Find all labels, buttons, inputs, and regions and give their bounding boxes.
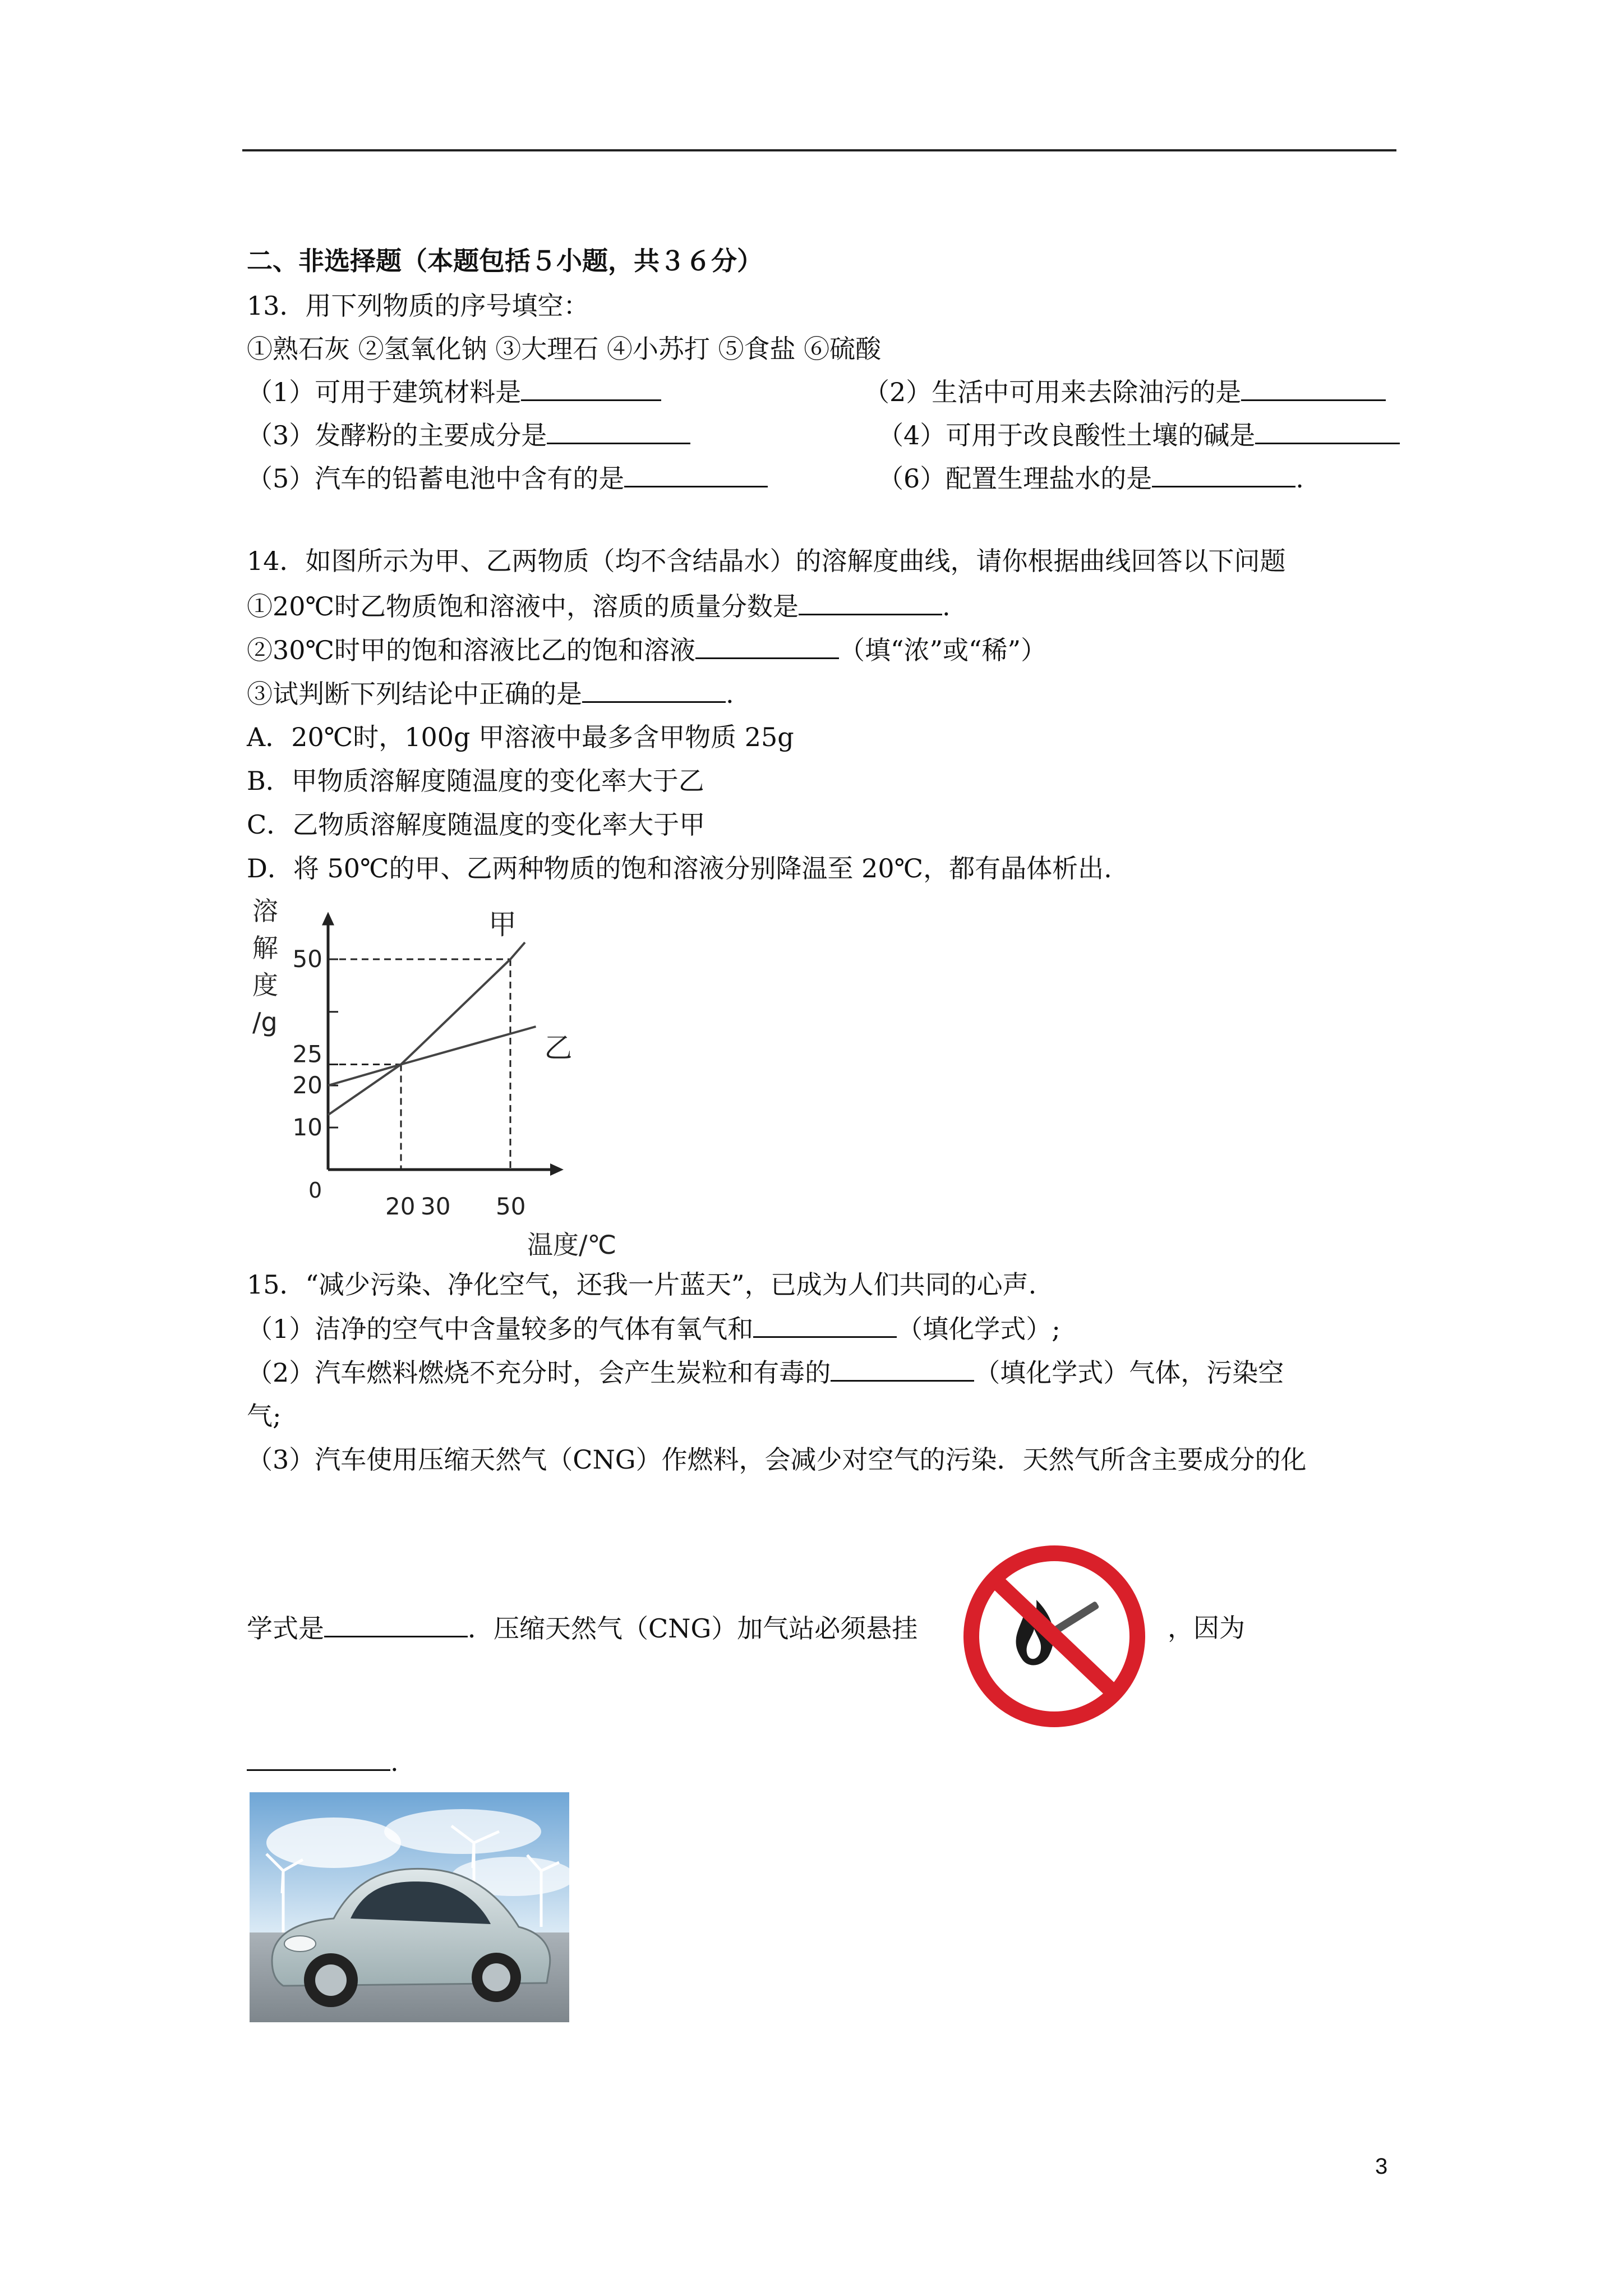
q15-part2-cont: 气; [247,1401,282,1431]
x-tick-label: 50 [496,1193,526,1220]
q14-choice-a: A．20℃时，100g 甲溶液中最多含甲物质 25g [247,722,794,752]
q14-choice-b: B．甲物质溶解度随温度的变化率大于乙 [247,766,704,796]
chart-guides [328,959,510,1170]
q15-final-blank: . [247,1745,399,1779]
chart-series [328,942,536,1115]
q14-sub3: ③试判断下列结论中正确的是 . [247,677,734,711]
q15-part3: （3）汽车使用压缩天然气（CNG）作燃料，会减少对空气的污染．天然气所含主要成分的化 [247,1444,1307,1475]
y-tick-label: 25 [292,1040,322,1068]
x-axis-arrow [550,1163,564,1176]
answer-blank[interactable] [1255,418,1400,444]
answer-blank[interactable] [324,1611,468,1637]
series-line [328,942,525,1115]
q15-stem: 15．“减少污染、净化空气，还我一片蓝天”，已成为人们共同的心声. [247,1269,1037,1300]
q13-item-5: （5）汽车的铅蓄电池中含有的是 [247,461,768,495]
q15-part2: （2）汽车燃料燃烧不充分时，会产生炭粒和有毒的 （填化学式）气体，污染空 [247,1355,1284,1389]
y-axis-arrow [322,912,334,926]
y-axis-label: 解 [252,933,278,963]
q14-sub2: ②30℃时甲的饱和溶液比乙的饱和溶液 （填“浓”或“稀”） [247,633,1046,667]
x-axis-label: 温度/℃ [527,1230,617,1260]
answer-blank[interactable] [1241,375,1386,401]
page-number: 3 [1375,2154,1388,2179]
q15-because: ，因为 [1168,1613,1245,1643]
q13-options: ①熟石灰 ②氢氧化钠 ③大理石 ④小苏打 ⑤食盐 ⑥硫酸 [247,334,882,364]
answer-blank[interactable] [799,589,942,615]
section-title: 二、非选择题（本题包括５小题，共３６分） [247,246,763,276]
y-axis-label: /g [252,1007,278,1037]
q13-item-3: （3）发酵粉的主要成分是 [247,418,690,452]
q13-item-1: （1）可用于建筑材料是 [247,375,661,409]
q14-choice-c: C．乙物质溶解度随温度的变化率大于甲 [247,809,706,840]
chart-axes [322,912,564,1176]
answer-blank[interactable] [695,633,839,659]
answer-blank[interactable] [831,1355,974,1382]
answer-blank[interactable] [753,1312,897,1338]
q13-item-4: （4）可用于改良酸性土壤的碱是 [878,418,1400,452]
header-rule [242,149,1396,151]
answer-blank[interactable] [521,375,661,401]
q14-choice-d: D．将 50℃的甲、乙两种物质的饱和溶液分别降温至 20℃，都有晶体析出. [247,853,1112,884]
answer-blank[interactable] [624,461,768,487]
q13-stem: 13．用下列物质的序号填空： [247,291,589,321]
q14-sub1: ①20℃时乙物质饱和溶液中，溶质的质量分数是 . [247,589,951,623]
no-fire-sign-icon [959,1544,1150,1729]
answer-blank[interactable] [247,1745,390,1771]
q13-item-2: （2）生活中可用来去除油污的是 [864,375,1386,409]
q15-part3-cont: 学式是 ．压缩天然气（CNG）加气站必须悬挂 [247,1611,917,1645]
origin-label: 0 [308,1178,322,1203]
answer-blank[interactable] [582,677,726,703]
car-photo [250,1792,569,2022]
x-tick-label: 20 [385,1193,416,1220]
answer-blank[interactable] [547,418,690,444]
series-label: 甲 [488,908,517,941]
y-tick-label: 50 [292,945,322,973]
y-axis-label: 溶 [252,896,278,926]
y-axis-label: 度 [252,970,278,1000]
series-label: 乙 [544,1032,573,1064]
q15-part1: （1）洁净的空气中含量较多的气体有氧气和 （填化学式）; [247,1312,1061,1346]
q13-item-6: （6）配置生理盐水的是 . [878,461,1304,495]
solubility-chart [236,886,684,1262]
x-tick-label: 30 [421,1193,451,1220]
y-tick-label: 20 [292,1071,322,1099]
q14-stem: 14．如图所示为甲、乙两物质（均不含结晶水）的溶解度曲线，请你根据曲线回答以下问题 [247,546,1286,576]
answer-blank[interactable] [1152,461,1295,487]
chart-labels [252,896,616,1260]
y-tick-label: 10 [292,1114,322,1141]
